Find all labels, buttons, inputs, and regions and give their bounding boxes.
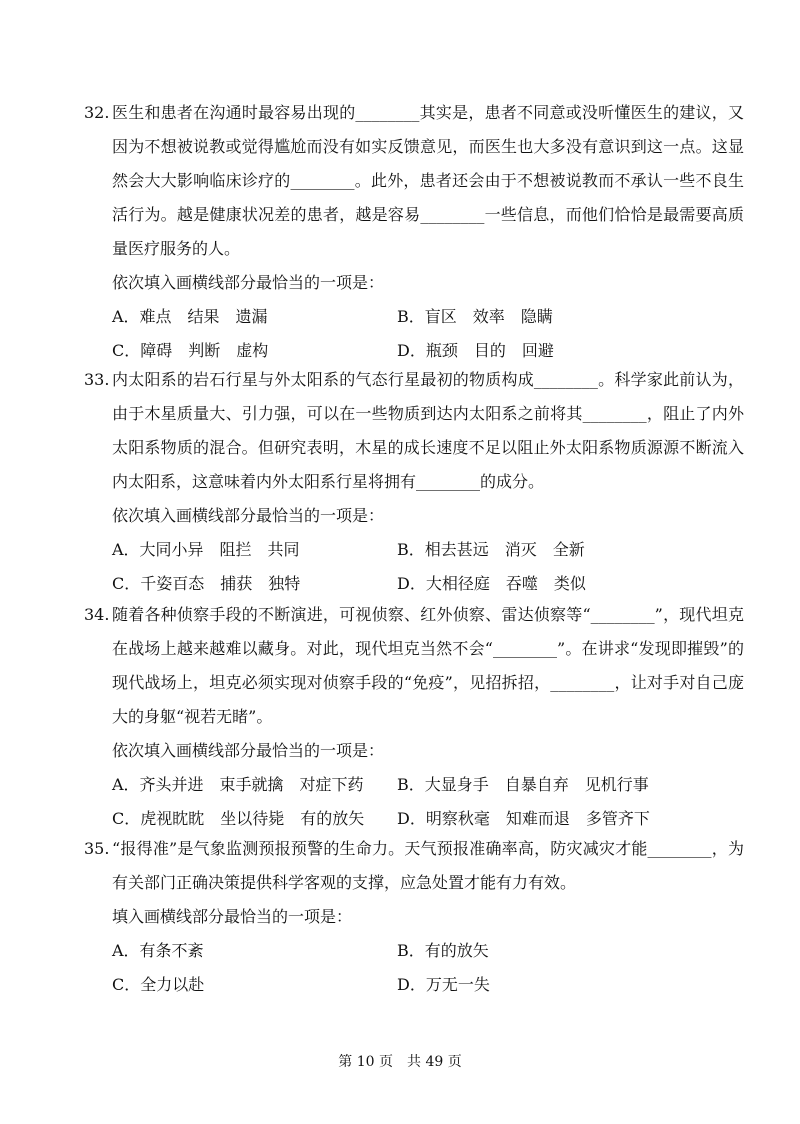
question-number: 35. [84,839,110,858]
option-d: D．瓶颈 目的 回避 [397,341,554,360]
question-instruction: 依次填入画横线部分最恰当的一项是： [112,741,385,760]
question-number: 32. [84,103,110,122]
question-32 [84,96,744,368]
option-b: B．有的放矢 [397,941,489,960]
question-stem [84,598,744,734]
question-instruction: 依次填入画横线部分最恰当的一项是： [112,506,385,525]
question-instruction: 依次填入画横线部分最恰当的一项是： [112,273,385,292]
question-text: 内太阳系的岩石行星与外太阳系的气态行星最初的物质构成________。科学家此前认为，由于木星质量大、引力强，可以在一些物质到达内太阳系之前将其________，阻止了内外太阳系物质的混合。但研究表明，木星的成长速度不足以阻止外太阳系物质源源不断流入内太阳系，这意味着内外太阳系行星将拥有________的成分。 [112,370,744,491]
question-stem [84,363,744,499]
question-34 [84,598,744,836]
options-grid [84,934,744,1002]
option-a: A．难点 结果 遗漏 [112,307,268,326]
option-d: D．明察秋毫 知难而退 多管齐下 [397,809,650,828]
question-number: 34. [84,605,110,624]
page-number: 第 10 页 共 49 页 [338,1054,462,1070]
option-a: A．有条不紊 [112,941,204,960]
option-a: A．大同小异 阻拦 共同 [112,540,300,559]
option-c: C．虎视眈眈 坐以待毙 有的放矢 [112,809,365,828]
question-text: “报得准”是气象监测预报预警的生命力。天气预报准确率高，防灾减灾才能________，为有关部门正确决策提供科学客观的支撑，应急处置才能有力有效。 [112,839,744,892]
question-35 [84,832,744,1002]
page-footer [0,1052,800,1072]
question-text: 医生和患者在沟通时最容易出现的________其实是，患者不同意或没听懂医生的建议，又因为不想被说教或觉得尴尬而没有如实反馈意见，而医生也大多没有意识到这一点。这显然会大大影响临床诊疗的________。此外，患者还会由于不想被说教而不承认一些不良生活行为。越是健康状况差的患者，越是容易________一些信息，而他们恰恰是最需要高质量医疗服务的人。 [112,103,744,258]
question-number: 33. [84,370,110,389]
option-d: D．万无一失 [397,975,490,994]
option-b: B．相去甚远 消灭 全新 [397,540,585,559]
question-stem [84,832,744,900]
option-b: B．大显身手 自暴自弃 见机行事 [397,775,649,794]
option-a: A．齐头并进 束手就擒 对症下药 [112,775,364,794]
option-d: D．大相径庭 吞噬 类似 [397,574,586,593]
options-grid [84,768,744,836]
option-c: C．千姿百态 捕获 独特 [112,574,301,593]
option-c: C．障碍 判断 虚构 [112,341,269,360]
question-text: 随着各种侦察手段的不断演进，可视侦察、红外侦察、雷达侦察等“________”，现代坦克在战场上越来越难以藏身。对此，现代坦克当然不会“________”。在讲求“发现即摧毁”的现代战场上，坦克必须实现对侦察手段的“免疫”，见招拆招，________，让对手对自己庞大的身躯“视若无睹”。 [112,605,744,726]
options-grid [84,300,744,368]
option-c: C．全力以赴 [112,975,205,994]
options-grid [84,533,744,601]
question-33 [84,363,744,601]
question-stem [84,96,744,266]
option-b: B．盲区 效率 隐瞒 [397,307,553,326]
question-instruction: 填入画横线部分最恰当的一项是： [112,907,353,926]
